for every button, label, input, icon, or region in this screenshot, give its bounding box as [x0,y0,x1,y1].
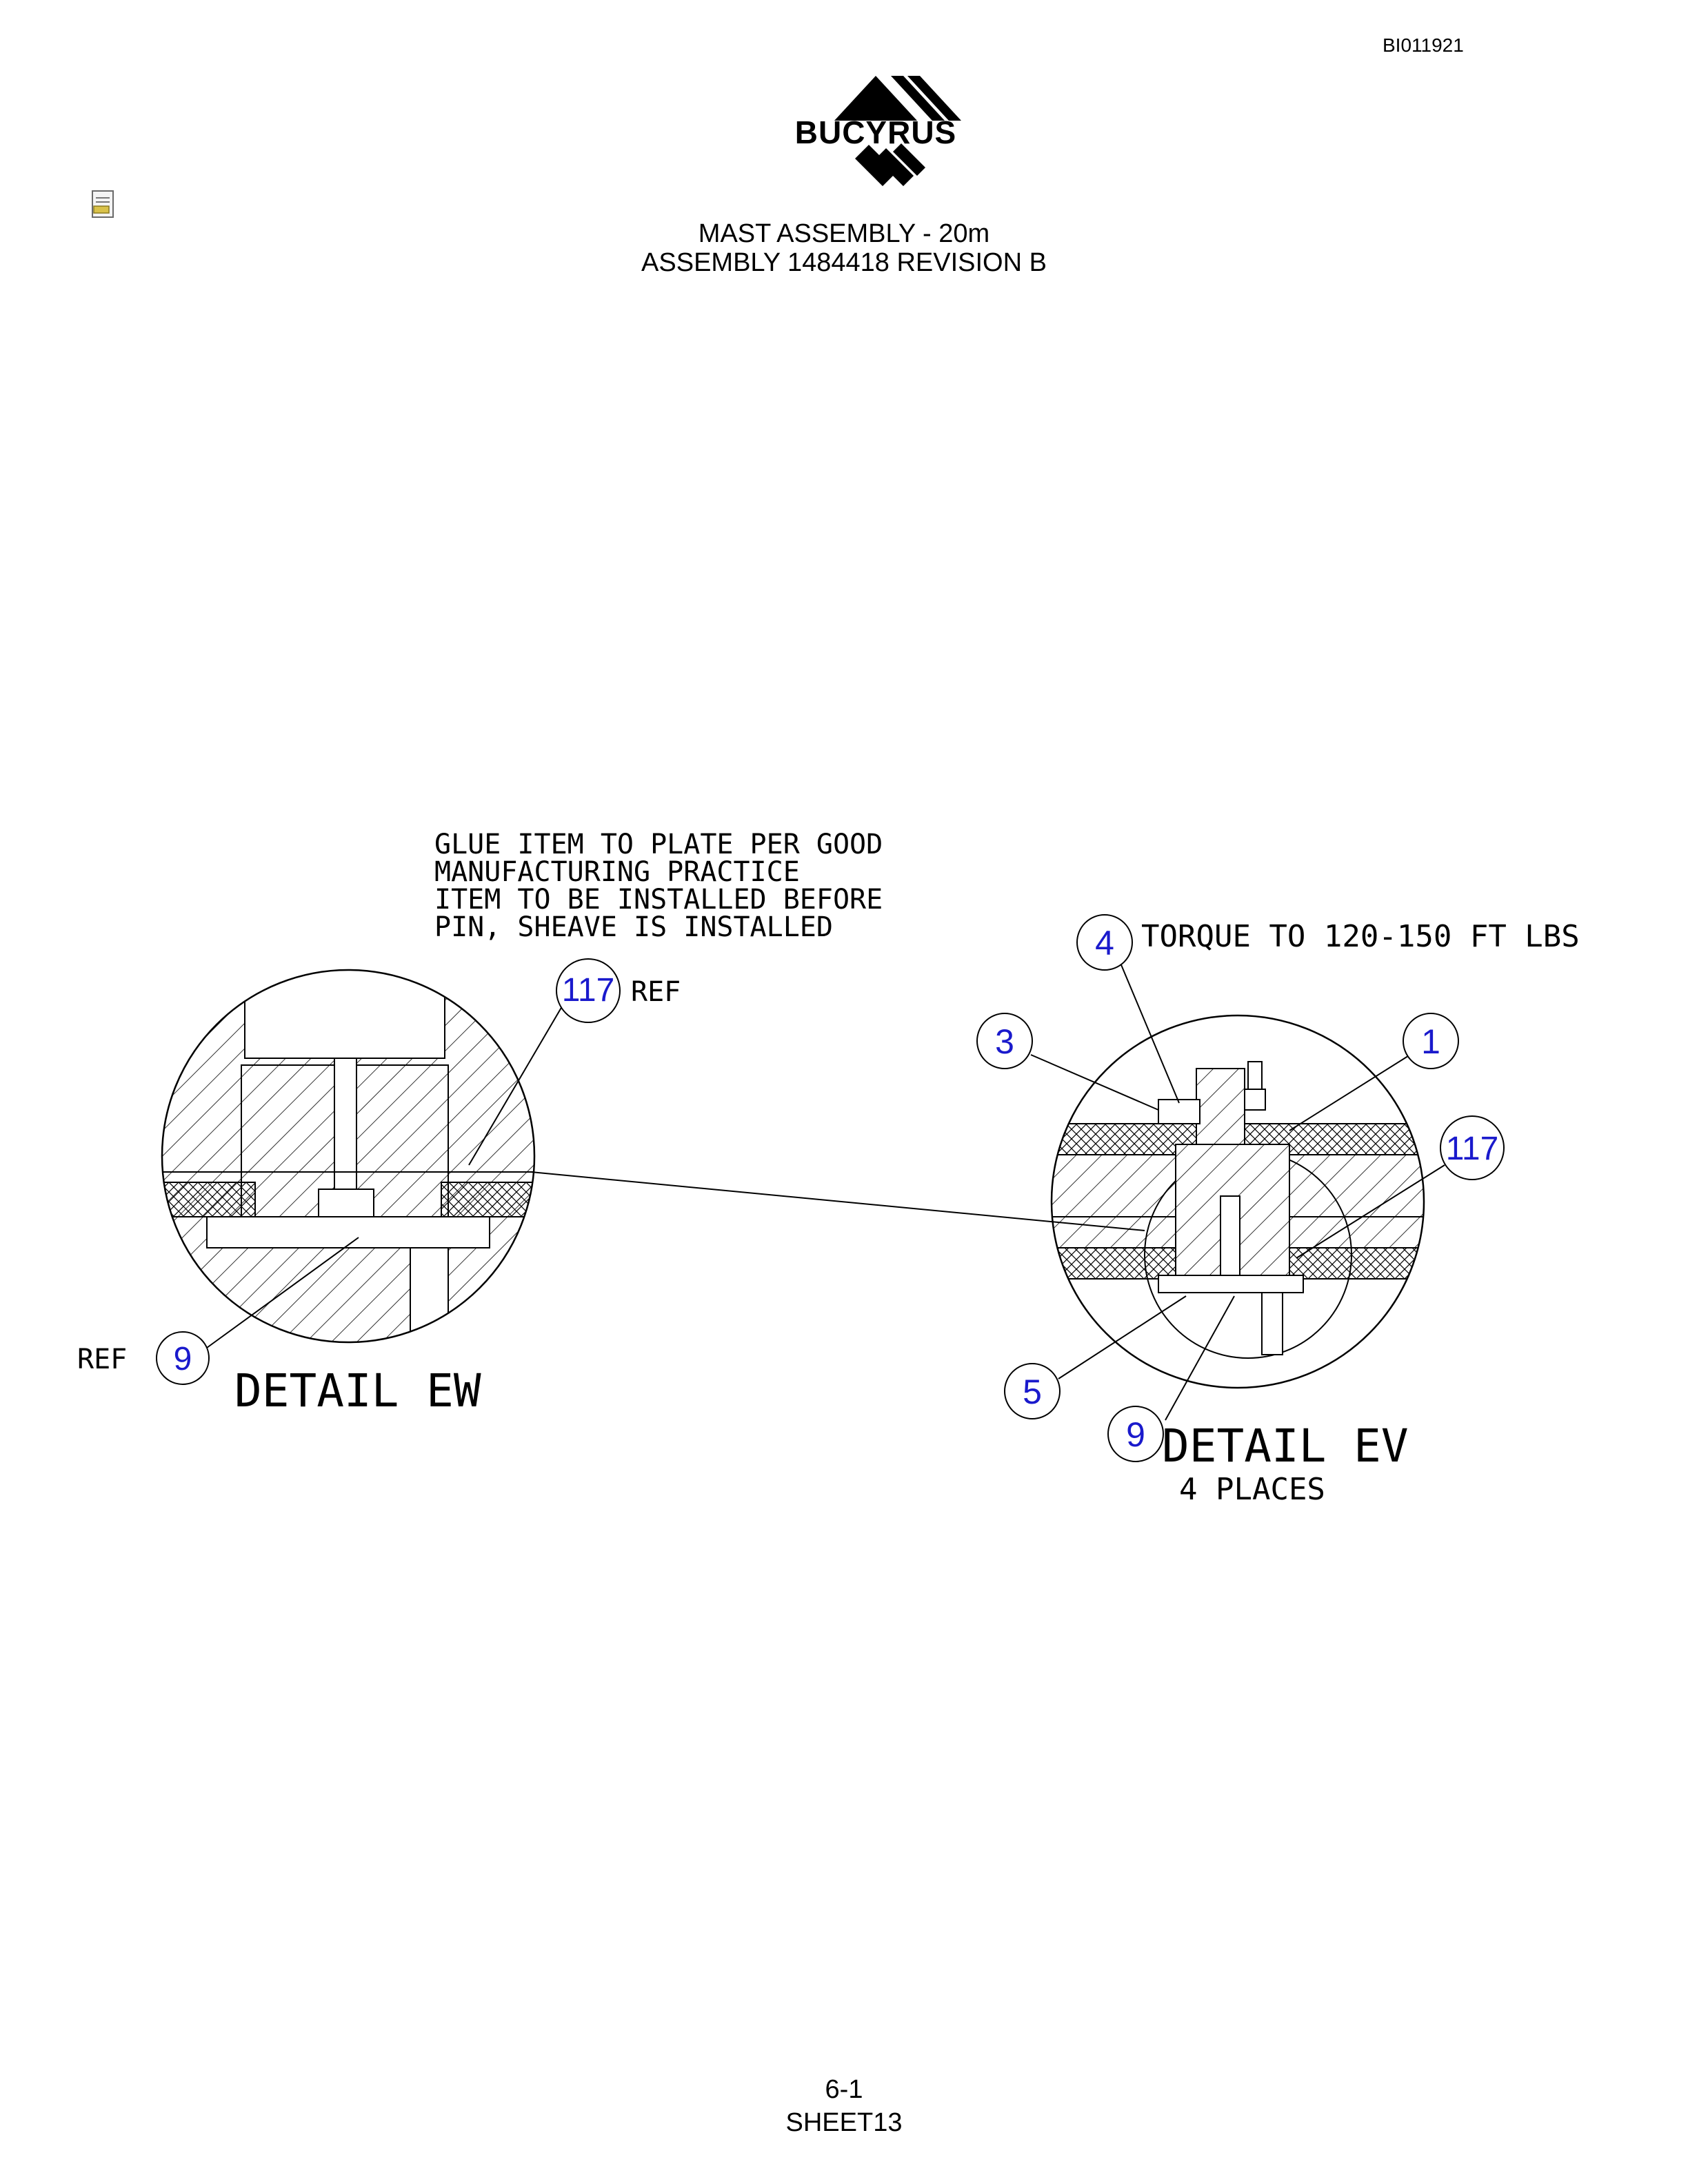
glue-note-line2: MANUFACTURING PRACTICE [434,856,800,888]
svg-text:3: 3 [995,1022,1014,1061]
glue-note-line1: GLUE ITEM TO PLATE PER GOOD [434,829,883,860]
document-id: BI011921 [1383,34,1464,56]
svg-text:9: 9 [173,1341,192,1377]
torque-note: TORQUE TO 120-150 FT LBS [1141,919,1580,954]
detail-ew-view [138,951,559,1379]
svg-text:117: 117 [1445,1131,1499,1167]
sheet-number: SHEET13 [785,2108,903,2137]
glue-note-line4: PIN, SHEAVE IS INSTALLED [434,911,833,943]
ref-117-label: REF [631,976,681,1008]
balloon-3-ev[interactable] [977,1013,1032,1069]
page-title-line2: ASSEMBLY 1484418 REVISION B [641,248,1047,277]
detail-ev-label: DETAIL EV [1162,1419,1409,1473]
balloon-5-ev[interactable] [1005,1364,1060,1419]
balloon-1-ev[interactable] [1403,1013,1458,1069]
svg-text:117: 117 [561,972,615,1009]
svg-text:9: 9 [1126,1415,1145,1454]
balloon-9-ew[interactable] [157,1332,209,1384]
balloon-117-ev[interactable] [1440,1116,1504,1180]
svg-text:4: 4 [1095,924,1114,962]
balloon-117-ew[interactable] [556,959,620,1022]
balloon-9-ev[interactable] [1108,1406,1163,1462]
ref-9-label: REF [77,1344,128,1375]
page-title-line1: MAST ASSEMBLY - 20m [698,219,990,248]
svg-text:5: 5 [1023,1373,1042,1411]
glue-note [434,829,883,943]
detail-ew-label: DETAIL EW [234,1364,481,1417]
detail-ev-sublabel: 4 PLACES [1179,1472,1325,1507]
svg-text:1: 1 [1421,1022,1440,1061]
balloon-4-ev[interactable] [1077,915,1132,970]
glue-note-line3: ITEM TO BE INSTALLED BEFORE [434,884,883,916]
logo-wordmark: BUCYRUS [794,114,957,150]
page-number: 6-1 [825,2075,863,2104]
